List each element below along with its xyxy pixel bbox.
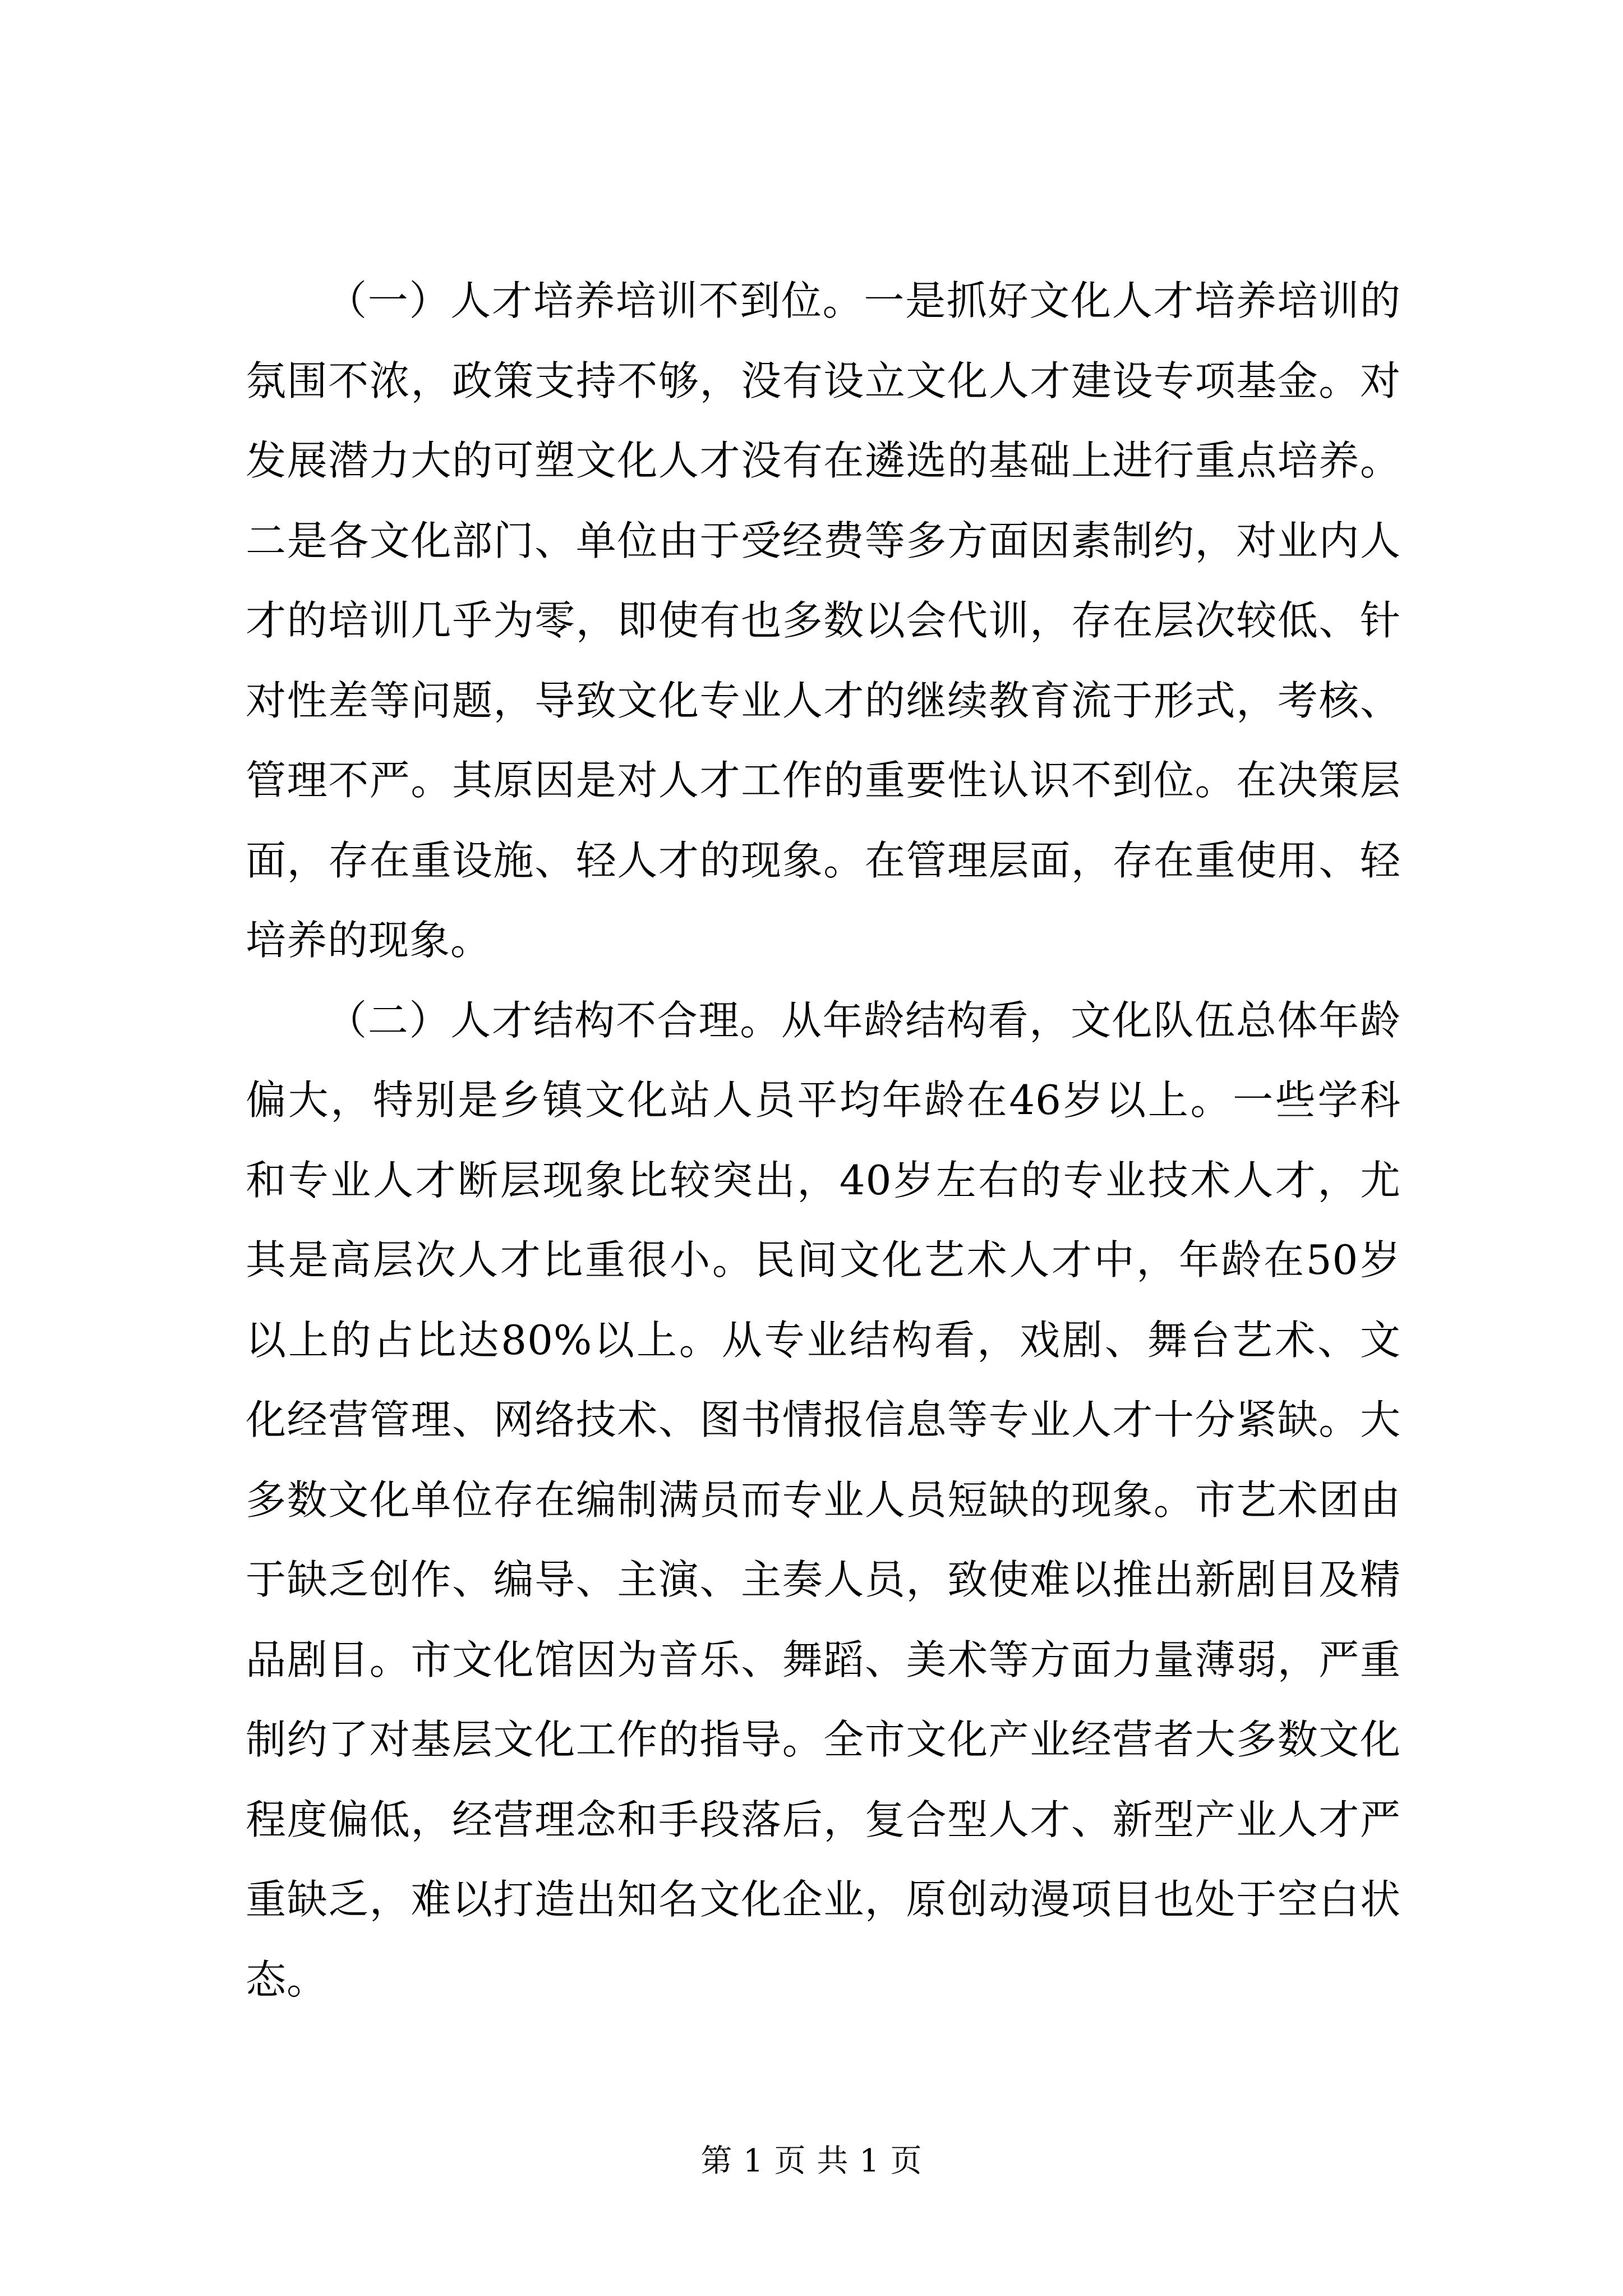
paragraph-talent-training: （一）人才培养培训不到位。一是抓好文化人才培养培训的氛围不浓，政策支持不够，没有设立文化人才建设专项基金。对发展潜力大的可塑文化人才没有在遴选的基础上进行重点培养。二是各文化部门、单位由于受经费等多方面因素制约，对业内人才的培训几乎为零，即使有也多数以会代训，存在层次较低、针对性差等问题，导致文化专业人才的继续教育流于形式，考核、管理不严。其原因是对人才工作的重要性认识不到位。在决策层面，存在重设施、轻人才的现象。在管理层面，存在重使用、轻培养的现象。 [246,277,1401,964]
page-number-footer: 第 1 页 共 1 页 [700,2143,923,2179]
paragraph-talent-structure: （二）人才结构不合理。从年龄结构看，文化队伍总体年龄偏大，特别是乡镇文化站人员平均年龄在46岁以上。一些学科和专业人才断层现象比较突出，40岁左右的专业技术人才，尤其是高层次人才比重很小。民间文化艺术人才中，年龄在50岁以上的占比达80%以上。从专业结构看，戏剧、舞台艺术、文化经营管理、网络技术、图书情报信息等专业人才十分紧缺。大多数文化单位存在编制满员而专业人员短缺的现象。市艺术团由于缺乏创作、编导、主演、主奏人员，致使难以推出新剧目及精品剧目。市文化馆因为音乐、舞蹈、美术等方面力量薄弱，严重制约了对基层文化工作的指导。全市文化产业经营者大多数文化程度偏低，经营理念和手段落后，复合型人才、新型产业人才严重缺乏，难以打造出知名文化企业，原创动漫项目也处于空白状态。 [246,996,1401,2003]
document-body [246,261,1401,2019]
